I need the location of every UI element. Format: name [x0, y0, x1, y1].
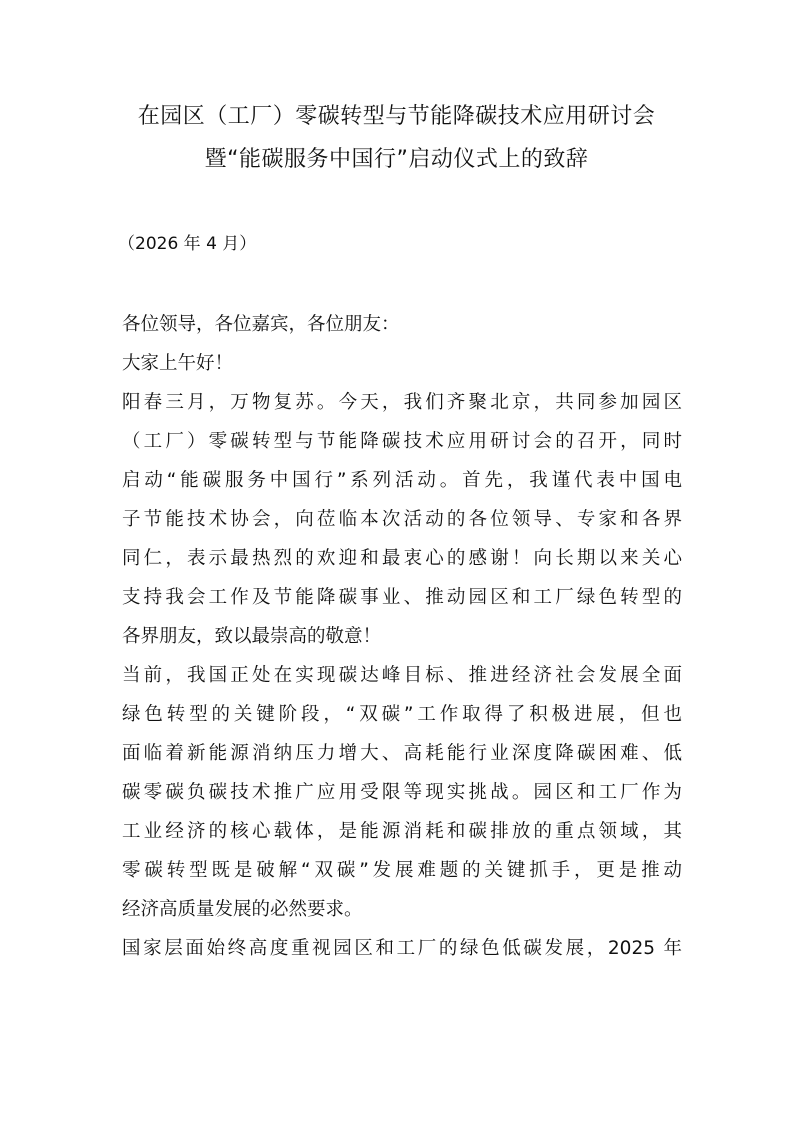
body-line: 工业经济的核心载体，是能源消耗和碳排放的重点领域，其: [122, 821, 682, 842]
body-line: （工厂）零碳转型与节能降碳技术应用研讨会的召开，同时: [122, 431, 682, 452]
title-line-1: 在园区（工厂）零碳转型与节能降碳技术应用研讨会: [137, 104, 656, 129]
title-line-2: 暨“能碳服务中国行”启动仪式上的致辞: [204, 147, 589, 172]
body-line: 面临着新能源消纳压力增大、高耗能行业深度降碳困难、低: [122, 743, 682, 764]
body-line: 阳春三月，万物复苏。今天，我们齐聚北京，共同参加园区: [122, 392, 682, 413]
speech-date: （2026 年 4 月）: [118, 234, 257, 254]
greeting-line: 大家上午好！: [122, 353, 234, 374]
body-line: 当前，我国正处在实现碳达峰目标、推进经济社会发展全面: [122, 665, 682, 686]
body-line: 零碳转型既是破解“双碳”发展难题的关键抓手，更是推动: [122, 860, 682, 881]
body-line: 国家层面始终高度重视园区和工厂的绿色低碳发展，2025 年: [122, 938, 682, 959]
body-line: 启动“能碳服务中国行”系列活动。首先，我谨代表中国电: [122, 470, 682, 491]
salutation-line: 各位领导，各位嘉宾，各位朋友：: [122, 314, 400, 335]
body-line: 同仁，表示最热烈的欢迎和最衷心的感谢！向长期以来关心: [122, 548, 682, 569]
body-line: 碳零碳负碳技术推广应用受限等现实挑战。园区和工厂作为: [122, 782, 682, 803]
body-line: 绿色转型的关键阶段，“双碳”工作取得了积极进展，但也: [122, 704, 682, 725]
body-line: 支持我会工作及节能降碳事业、推动园区和工厂绿色转型的: [122, 587, 682, 608]
body-line: 各界朋友，致以最崇高的敬意！: [122, 626, 382, 647]
body-line: 经济高质量发展的必然要求。: [122, 899, 363, 920]
body-line: 子节能技术协会，向莅临本次活动的各位领导、专家和各界: [122, 509, 682, 530]
